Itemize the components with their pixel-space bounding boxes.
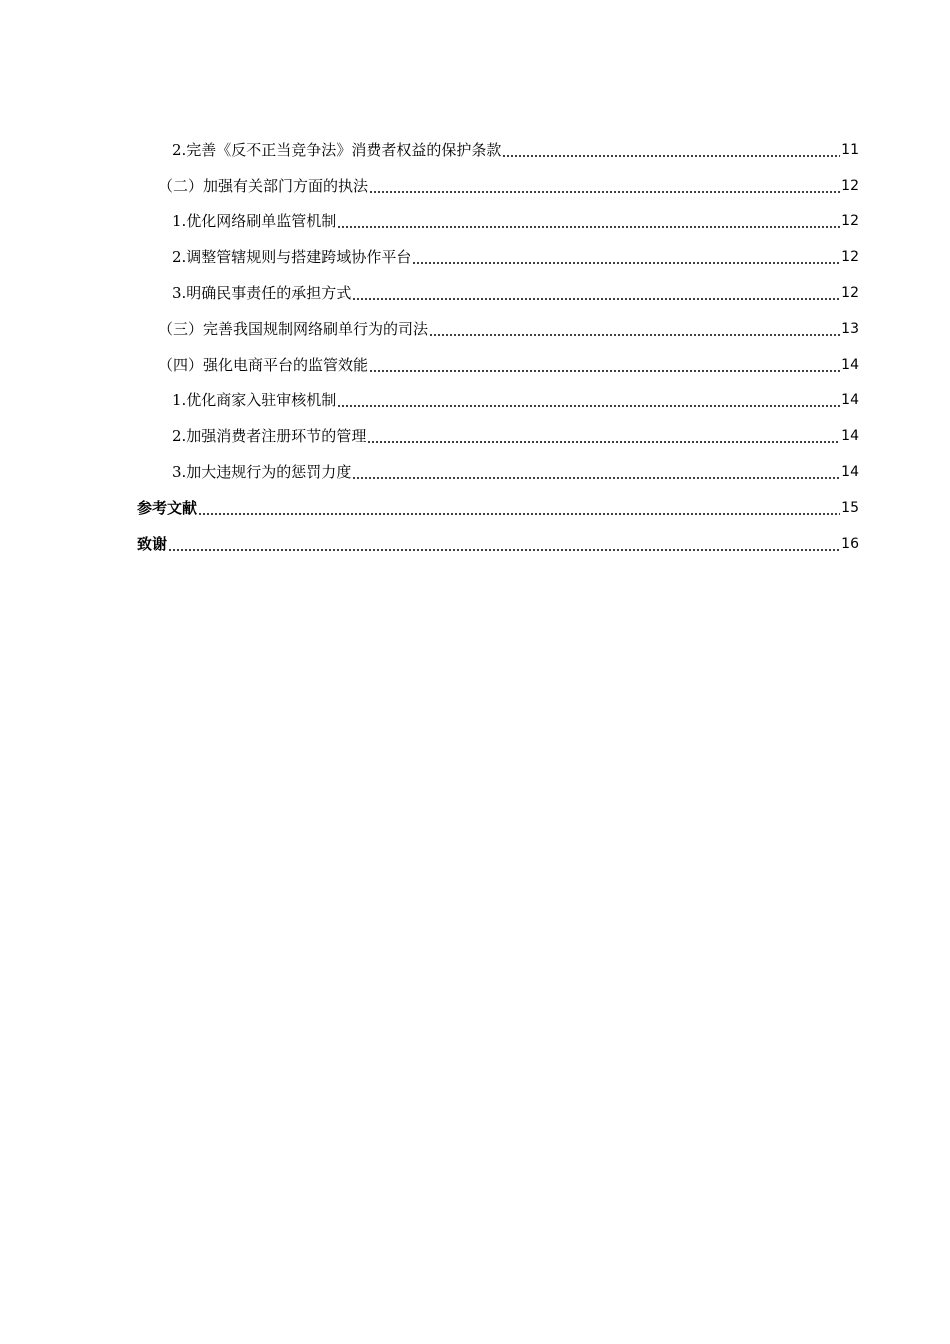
toc-entry-page-number: 15 [841, 499, 859, 516]
toc-entry[interactable] [0, 132, 950, 168]
toc-entry-title: 3.加大违规行为的惩罚力度 [172, 463, 352, 482]
dot-leader [198, 513, 840, 515]
toc-entry-page-number: 13 [841, 320, 859, 337]
toc-entry[interactable] [0, 311, 950, 347]
toc-entry-page-number: 12 [841, 177, 859, 194]
toc-entry-title: （三）完善我国规制网络刷单行为的司法 [158, 319, 429, 338]
toc-entry-page-number: 14 [841, 356, 859, 373]
toc-entry-title: 1.优化商家入驻审核机制 [172, 391, 337, 410]
toc-entry[interactable] [0, 490, 950, 526]
toc-entry-page-number: 11 [841, 141, 859, 158]
toc-entry-page-number: 12 [841, 213, 859, 230]
toc-entry-page-number: 14 [841, 392, 859, 409]
dot-leader [502, 155, 840, 157]
dot-leader [352, 477, 840, 479]
toc-entry-page-number: 16 [841, 535, 859, 552]
toc-entry[interactable] [0, 168, 950, 204]
toc-entry[interactable] [0, 418, 950, 454]
dot-leader [337, 226, 840, 228]
dot-leader [337, 405, 840, 407]
table-of-contents [0, 132, 950, 562]
dot-leader [367, 441, 840, 443]
toc-entry[interactable] [0, 239, 950, 275]
toc-entry[interactable] [0, 383, 950, 419]
toc-entry[interactable] [0, 454, 950, 490]
toc-entry[interactable] [0, 347, 950, 383]
toc-entry-page-number: 12 [841, 249, 859, 266]
dot-leader [352, 298, 840, 300]
dot-leader [429, 334, 840, 336]
toc-entry-title: 3.明确民事责任的承担方式 [172, 284, 352, 303]
toc-entry-title: 1.优化网络刷单监管机制 [172, 212, 337, 231]
toc-entry-page-number: 14 [841, 428, 859, 445]
dot-leader [369, 370, 840, 372]
toc-entry-title: 2.完善《反不正当竞争法》消费者权益的保护条款 [172, 140, 502, 159]
toc-entry-page-number: 12 [841, 285, 859, 302]
toc-entry-title: （四）强化电商平台的监管效能 [158, 355, 369, 374]
toc-entry[interactable] [0, 275, 950, 311]
dot-leader [168, 549, 840, 551]
toc-entry-title: 致谢 [137, 534, 168, 553]
toc-entry-title: 2.加强消费者注册环节的管理 [172, 427, 367, 446]
toc-entry-page-number: 14 [841, 464, 859, 481]
toc-entry[interactable] [0, 526, 950, 562]
dot-leader [412, 262, 840, 264]
toc-entry-title: 2.调整管辖规则与搭建跨域协作平台 [172, 248, 412, 267]
toc-entry-title: （二）加强有关部门方面的执法 [158, 176, 369, 195]
toc-entry[interactable] [0, 204, 950, 240]
dot-leader [369, 191, 840, 193]
toc-entry-title: 参考文献 [137, 498, 198, 517]
